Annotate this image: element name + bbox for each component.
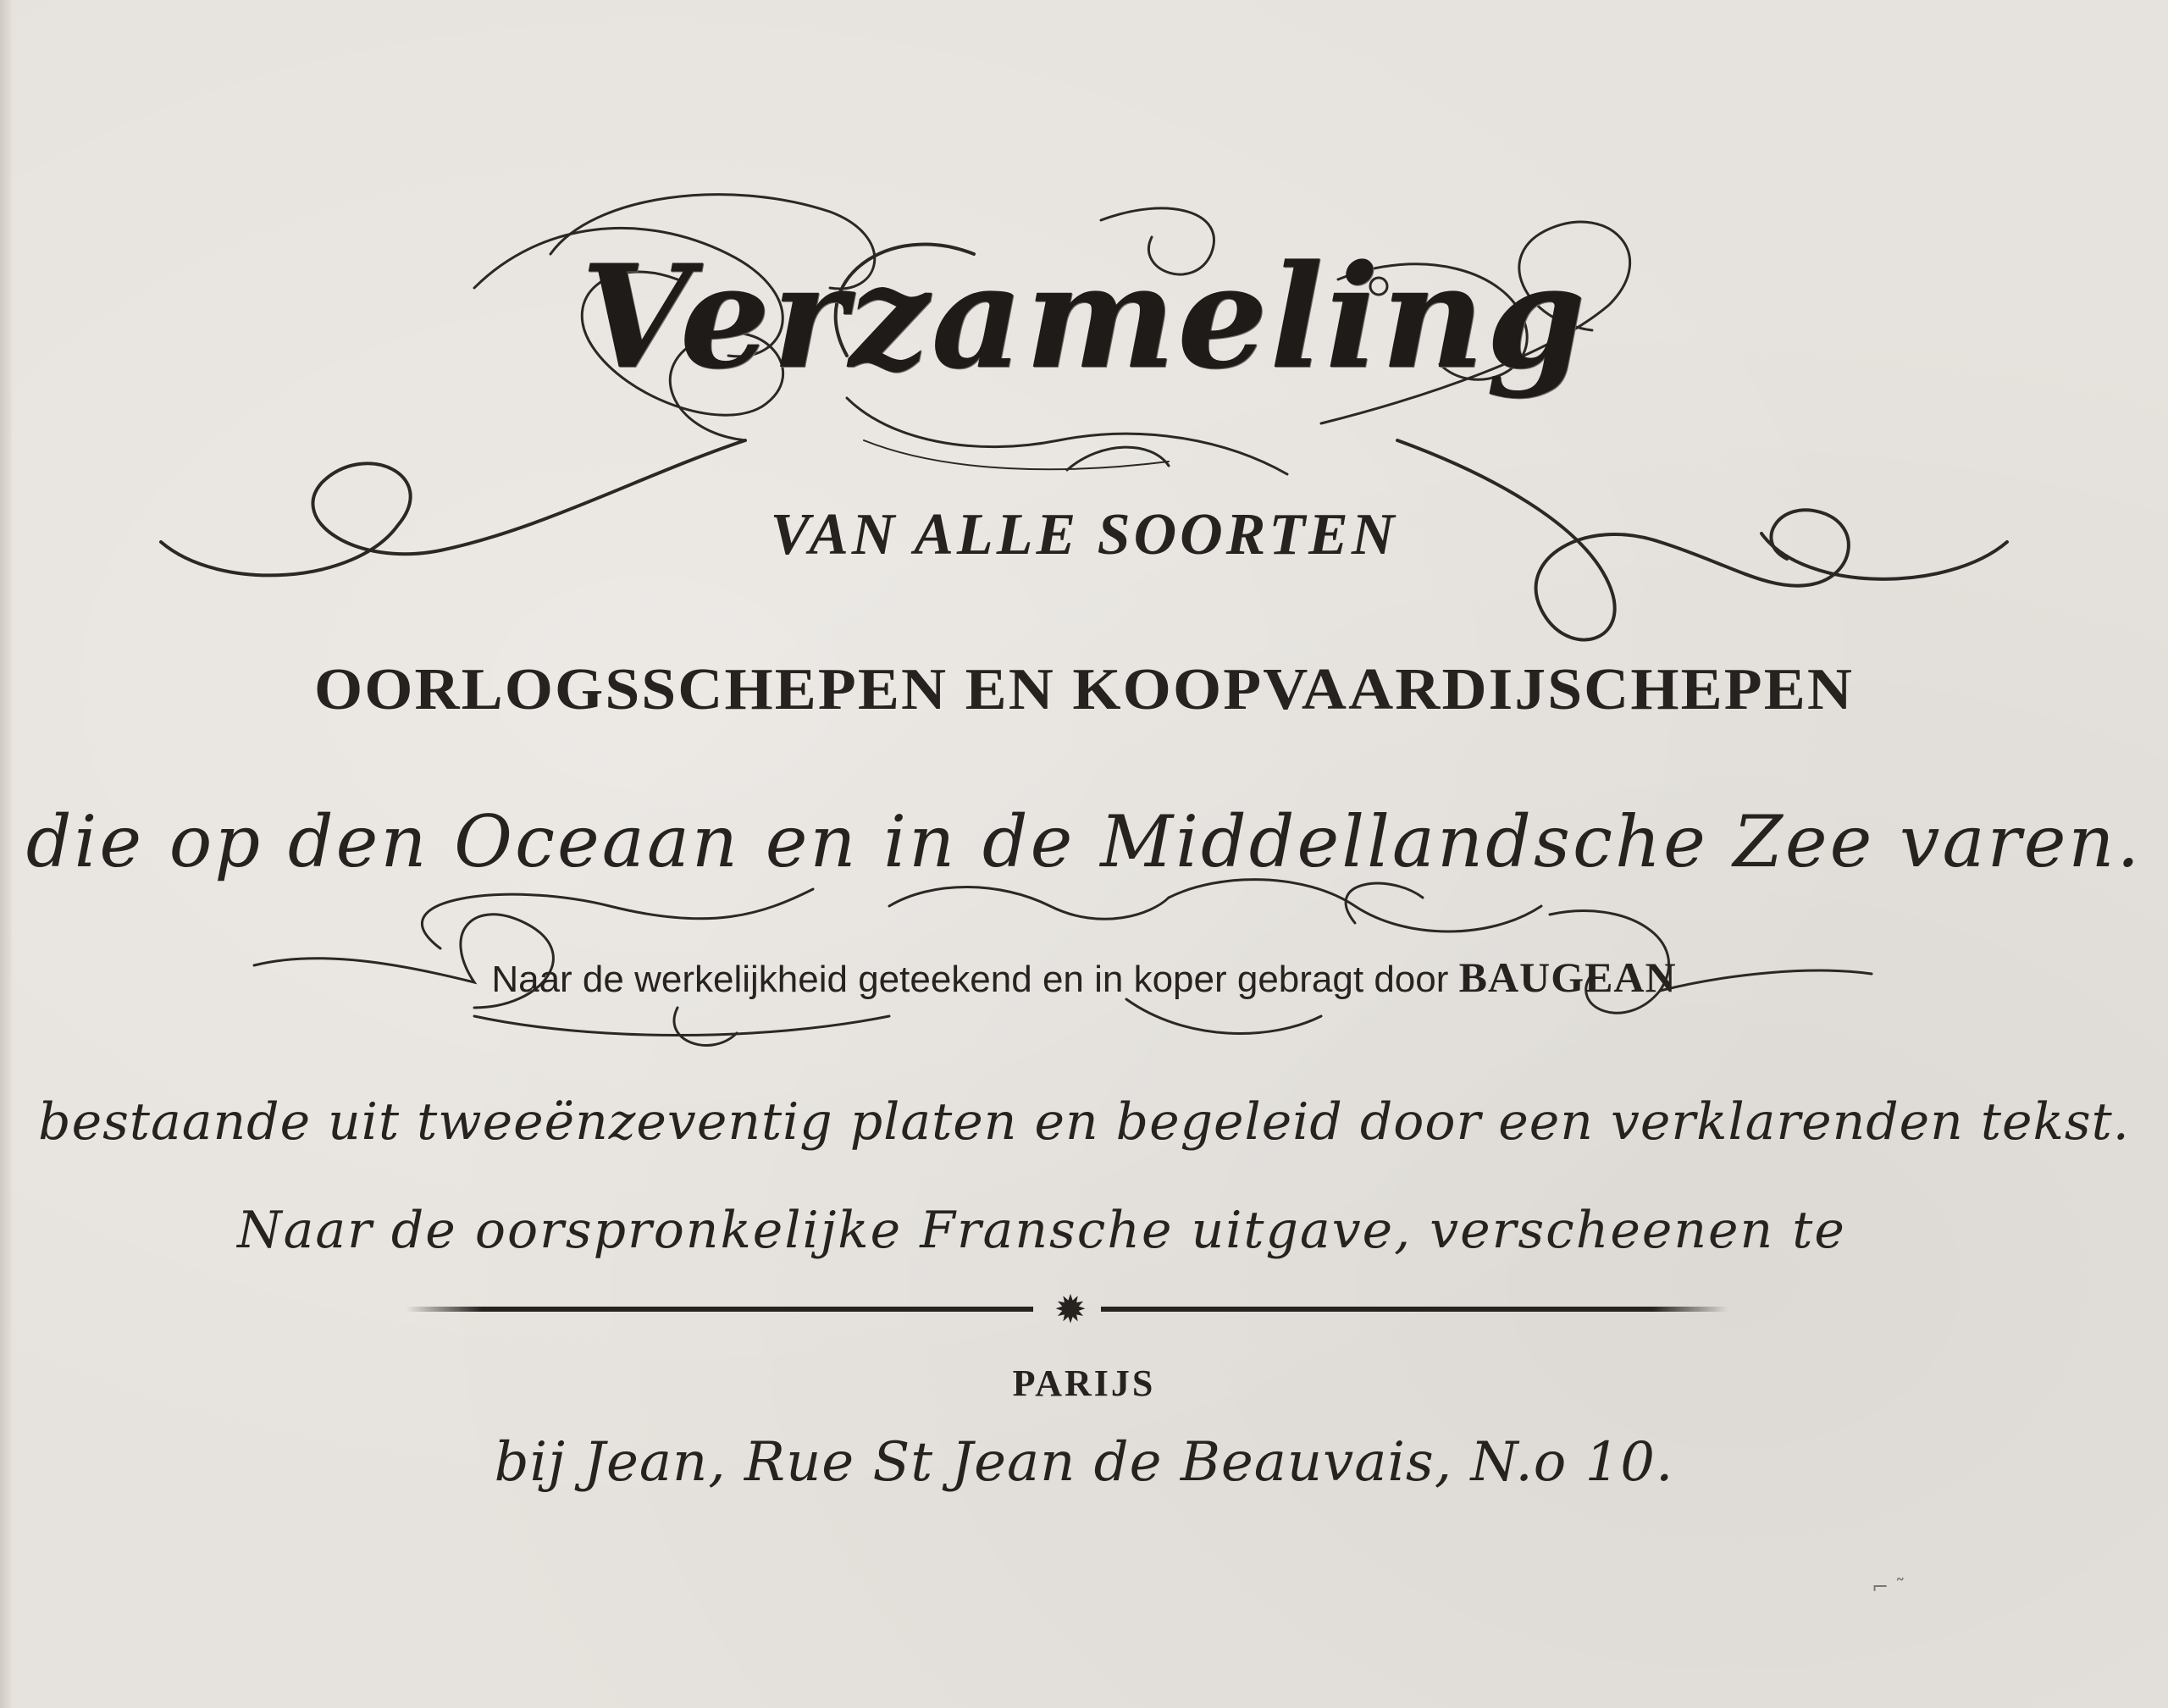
- divider-rule-right: [1101, 1307, 1728, 1312]
- paper-scuff-mark: ⌐ ˜: [1872, 1575, 1905, 1599]
- script-line-1: die op den Oceaan en in de Middellandsche Zee varen.: [25, 800, 2143, 883]
- page-title: Verzameling: [580, 233, 1588, 401]
- city-name: PARIJS: [1012, 1363, 1156, 1404]
- script-line-2: bestaande uit tweeënzeventig platen en begeleid door een verklarenden tekst.: [38, 1092, 2130, 1152]
- script-line-3: Naar de oorspronkelijke Fransche uitgave, verscheenen te: [237, 1201, 1846, 1260]
- publisher-address: bij Jean, Rue St Jean de Beauvais, N.o 10.: [494, 1431, 1674, 1494]
- credit-line: [0, 953, 2168, 1002]
- sun-ornament-icon: ✹: [1054, 1286, 1087, 1332]
- credit-text: Naar de werkelijkheid geteekend en in koper gebragt door: [491, 959, 1449, 1000]
- credit-name: BAUGEAN: [1458, 953, 1677, 1001]
- subtitle-line-2: OORLOGSSCHEPEN EN KOOPVAARDIJSCHEPEN: [313, 657, 1855, 722]
- divider-rule-left: [406, 1307, 1033, 1312]
- subtitle-line-1: VAN ALLE SOORTEN: [770, 502, 1398, 567]
